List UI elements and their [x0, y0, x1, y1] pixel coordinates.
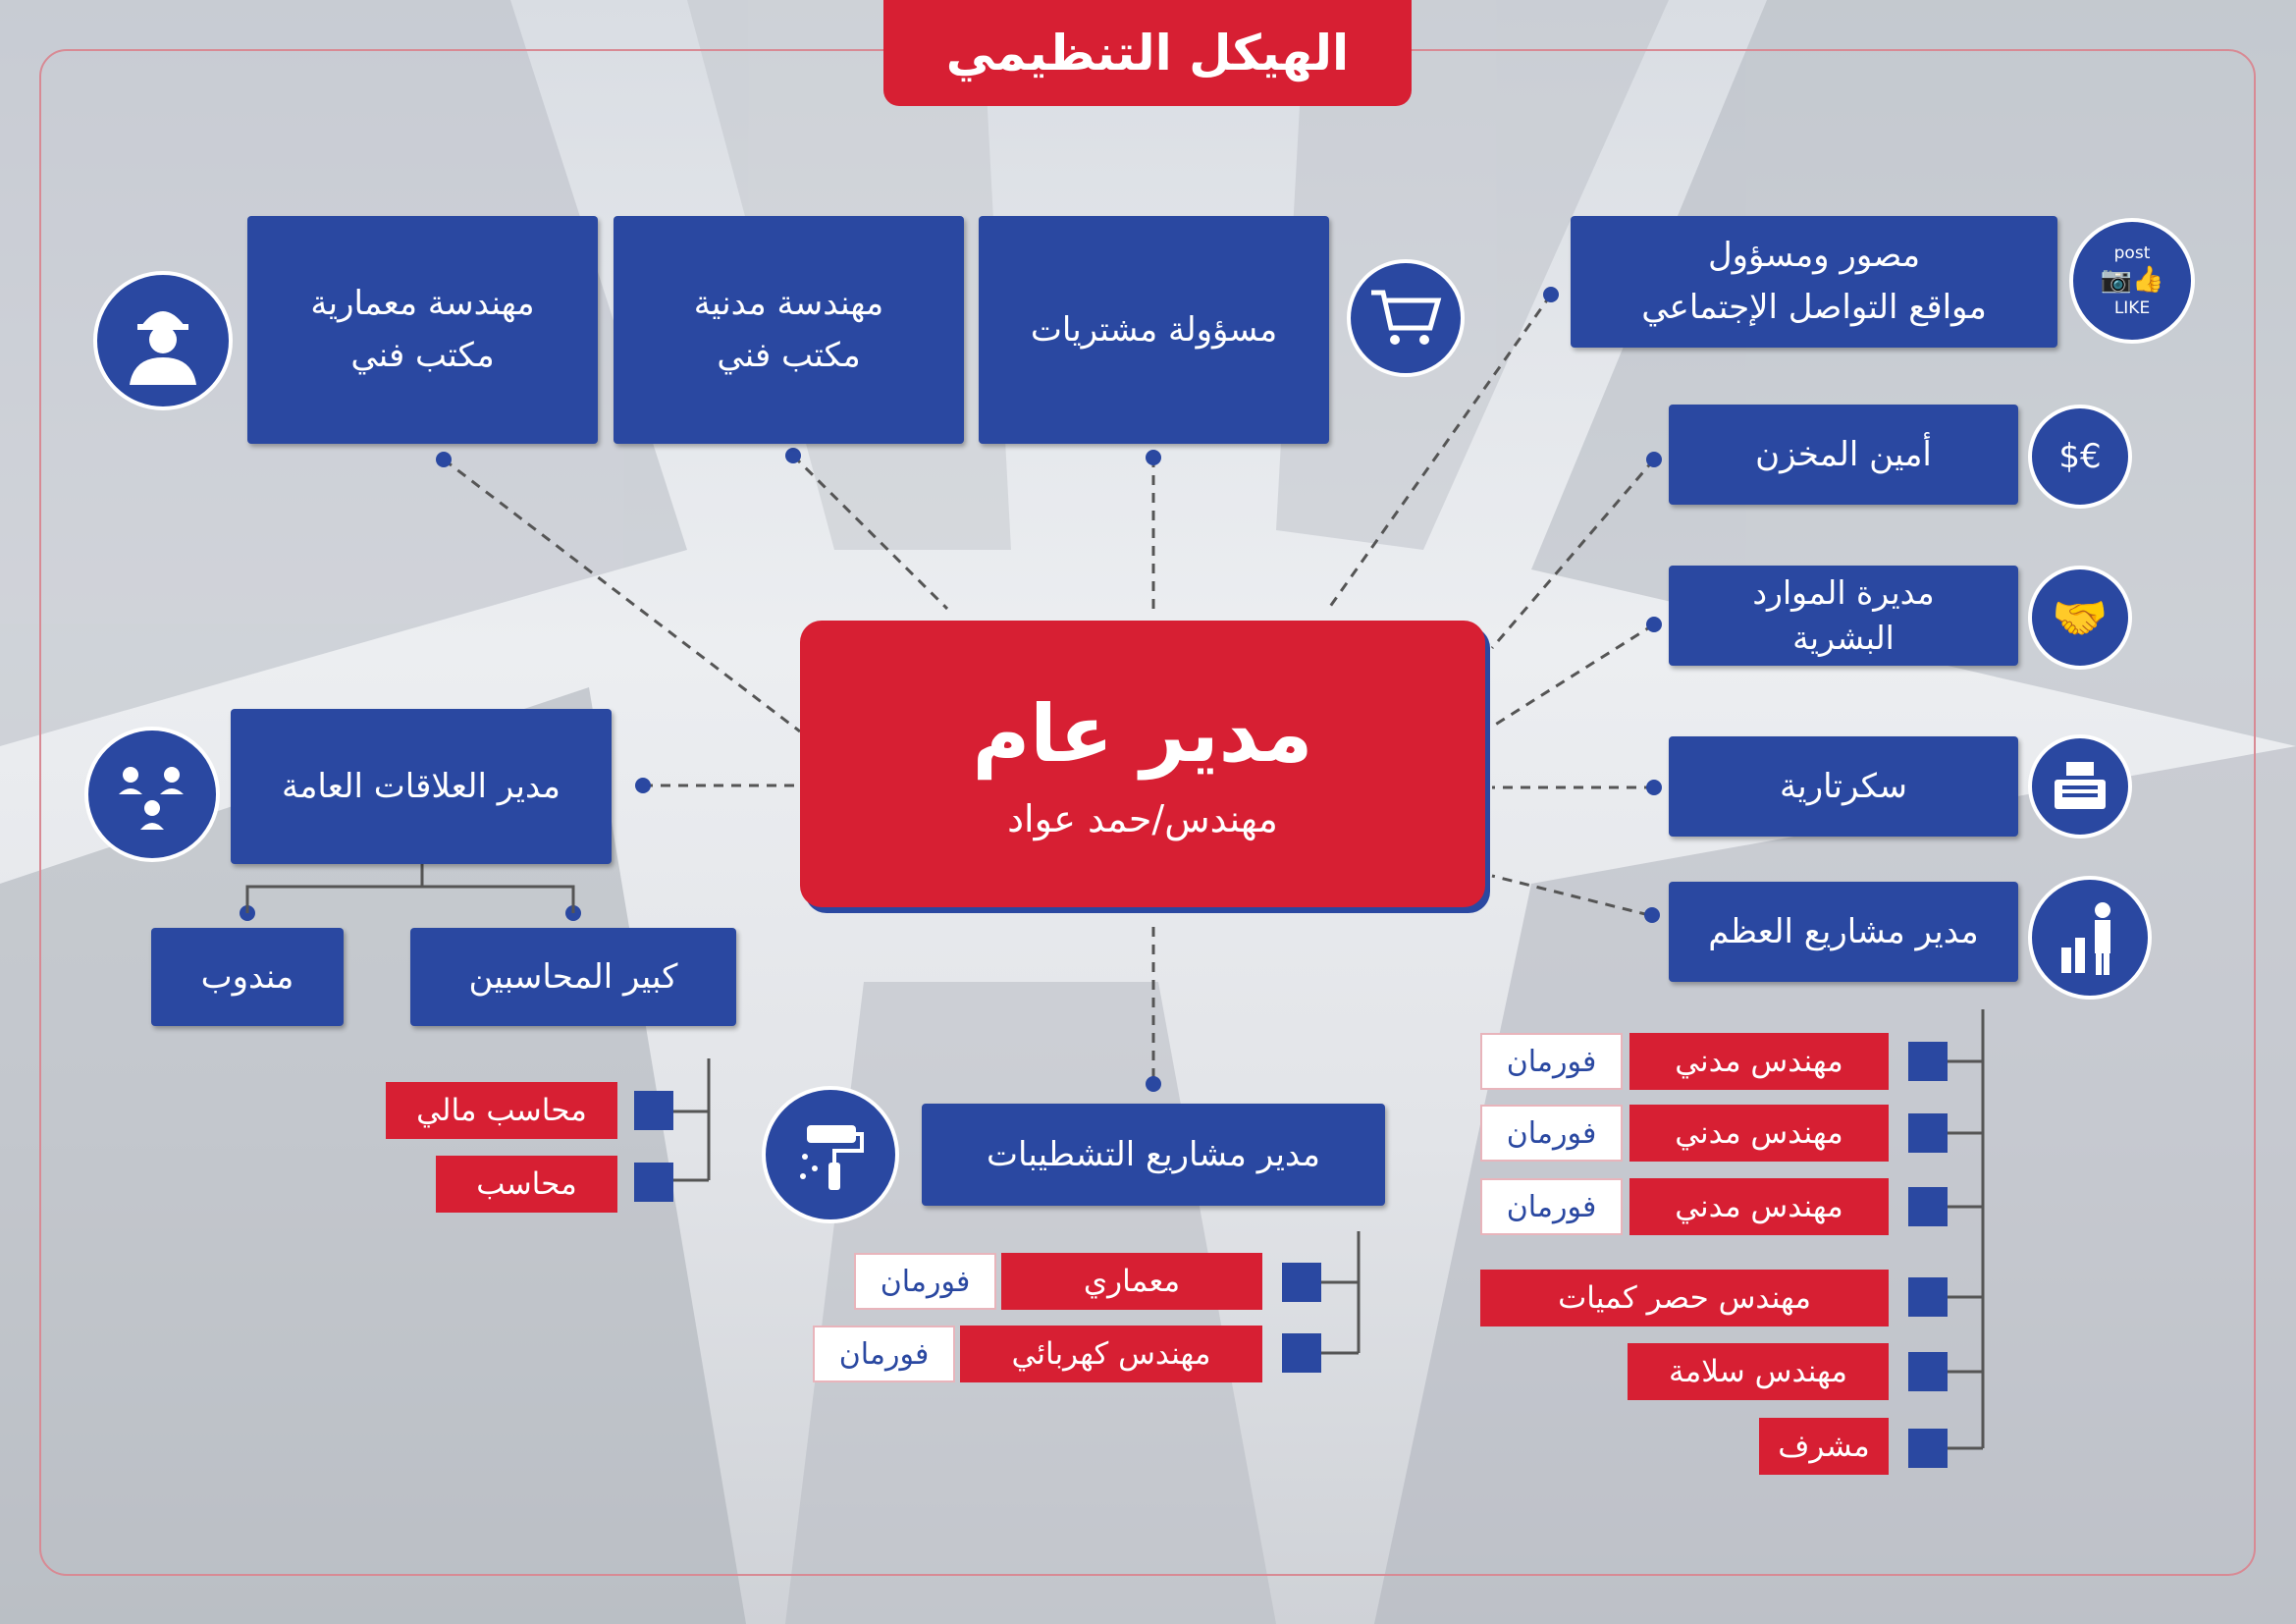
technical-office-label: مكتب فني: [717, 336, 861, 375]
civil-engineer-box: مهندس مدني: [1629, 1105, 1889, 1162]
like-text: LIKE: [2113, 298, 2151, 318]
photographer-label: مصور ومسؤول: [1707, 236, 1921, 276]
manager-growth-icon: [2028, 876, 2152, 1000]
civil-engineer-box: مهندس مدني: [1629, 1033, 1889, 1090]
social-media-icon: post 📷👍 LIKE: [2069, 218, 2195, 344]
bullet-square: [1908, 1277, 1948, 1317]
architect-box: معماري: [1001, 1253, 1262, 1310]
architecture-office-box: [247, 216, 598, 444]
electrical-engineer-box: مهندس كهربائي: [960, 1326, 1262, 1382]
financial-accountant-box: محاسب مالي: [386, 1082, 617, 1139]
foreman-box: فورمان: [1480, 1033, 1623, 1090]
foreman-box: فورمان: [813, 1326, 955, 1382]
pr-manager-label: مدير العلاقات العامة: [281, 766, 561, 806]
bullet-square: [1908, 1429, 1948, 1468]
engineer-icon: [93, 271, 233, 410]
bullet-square: [1908, 1042, 1948, 1081]
bullet-square: [1908, 1352, 1948, 1391]
hr-label-line1: مديرة الموارد: [1752, 572, 1935, 612]
purchasing-box: [979, 216, 1329, 444]
warehouse-label: أمين المخزن: [1755, 434, 1932, 474]
bullet-square: [1282, 1333, 1321, 1373]
chief-accountant-label: كبير المحاسبين: [468, 956, 678, 997]
foreman-box: فورمان: [1480, 1105, 1623, 1162]
delegate-label: مندوب: [200, 956, 294, 997]
bullet-square: [634, 1163, 673, 1202]
technical-office-label: مكتب فني: [350, 336, 495, 375]
team-cycle-icon: [84, 727, 220, 862]
hr-label-line2: البشرية: [1792, 619, 1895, 657]
bullet-square: [1908, 1187, 1948, 1226]
currency-exchange-icon: $€: [2028, 405, 2132, 509]
accountant-box: محاسب: [436, 1156, 617, 1213]
bullet-square: [1908, 1113, 1948, 1153]
structure-manager-label: مدير مشاريع العظم: [1708, 911, 1979, 951]
shopping-cart-icon: [1347, 259, 1465, 377]
civil-engineer-label: مهندسة مدنية: [693, 284, 884, 324]
civil-engineer-box: مهندس مدني: [1629, 1178, 1889, 1235]
general-manager-box: [800, 621, 1485, 907]
general-manager-title: مدير عام: [972, 687, 1313, 780]
finishing-manager-label: مدير مشاريع التشطيبات: [987, 1134, 1320, 1174]
safety-engineer-box: مهندس سلامة: [1628, 1343, 1889, 1400]
social-media-box: [1571, 216, 2057, 348]
paint-roller-icon: [762, 1086, 899, 1223]
quantity-surveyor-box: مهندس حصر كميات: [1480, 1270, 1889, 1326]
handshake-icon: 🤝: [2028, 566, 2132, 670]
purchasing-label: مسؤولة مشتريات: [1030, 309, 1278, 350]
warehouse-box: [1669, 405, 2018, 505]
structure-manager-box: [1669, 882, 2018, 982]
hr-box: [1669, 566, 2018, 666]
bullet-square: [634, 1091, 673, 1130]
cash-register-icon: [2028, 734, 2132, 839]
chief-accountant-box: [410, 928, 736, 1026]
civil-office-box: [614, 216, 964, 444]
finishing-manager-box: [922, 1104, 1385, 1206]
post-text: post: [2113, 244, 2151, 263]
delegate-box: [151, 928, 344, 1026]
pr-manager-box: [231, 709, 612, 864]
foreman-box: فورمان: [1480, 1178, 1623, 1235]
secretary-label: سكرتارية: [1780, 766, 1907, 806]
architecture-engineer-label: مهندسة معمارية: [310, 284, 535, 324]
foreman-box: فورمان: [854, 1253, 996, 1310]
secretary-box: [1669, 736, 2018, 837]
general-manager-name: مهندس/حمد عواد: [1007, 796, 1278, 840]
supervisor-box: مشرف: [1759, 1418, 1889, 1475]
bullet-square: [1282, 1263, 1321, 1302]
page-title: الهيكل التنظيمي: [883, 0, 1412, 106]
social-media-label: مواقع التواصل الإجتماعي: [1641, 288, 1987, 327]
